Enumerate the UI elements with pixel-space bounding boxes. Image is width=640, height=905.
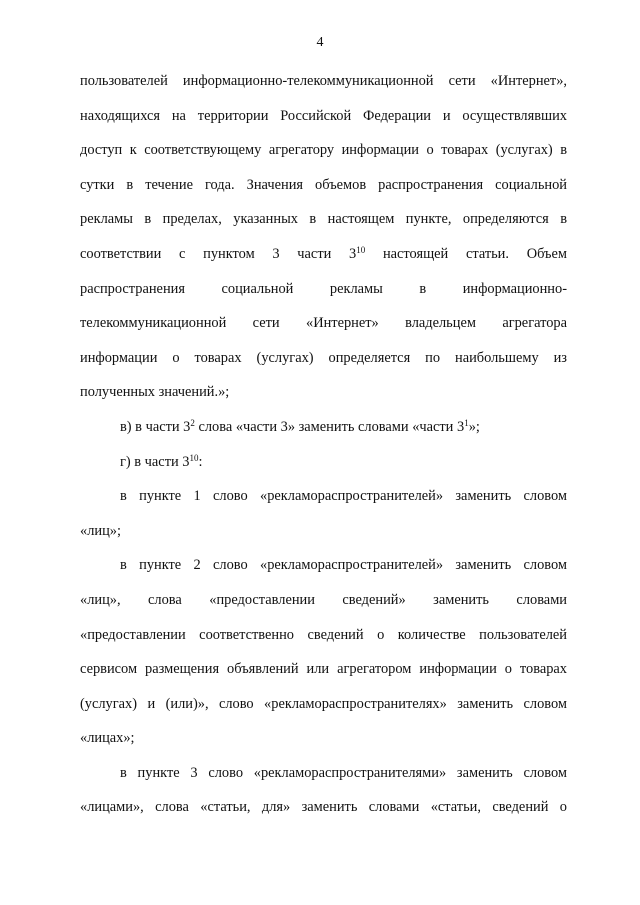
document-body	[80, 71, 567, 832]
superscript: 10	[189, 452, 199, 463]
text-line: в пункте 2 слово «рекламораспространителей» заменить словом	[120, 557, 567, 574]
text-line: «лиц», слова «предоставлении сведений» заменить словами	[80, 591, 567, 608]
text-line: в пункте 1 слово «рекламораспространителей» заменить словом	[120, 488, 567, 505]
text-line: телекоммуникационной сети «Интернет» владельцем агрегатора	[80, 315, 567, 332]
text-segment: слова «части 3» заменить словами «части 3	[194, 418, 465, 435]
paragraph	[80, 71, 567, 417]
text-segment: »;	[468, 418, 480, 435]
text-line: полученных значений.»;	[80, 384, 230, 401]
page-number: 4	[316, 35, 324, 50]
text-line: сутки в течение года. Значения объемов распространения социальной	[80, 176, 567, 193]
text-line: «лицами», слова «статьи, для» заменить словами «статьи, сведений о	[80, 799, 567, 816]
text-line: распространения социальной рекламы в информационно-	[80, 280, 567, 297]
text-segment: в) в части 3	[120, 418, 191, 435]
text-segment: настоящей статьи. Объем	[365, 245, 567, 262]
text-segment: соответствии с пунктом 3 части 3	[80, 245, 357, 262]
text-line	[80, 417, 567, 452]
text-line: (услугах) и (или)», слово «рекламораспространителях» заменить словом	[80, 695, 567, 712]
paragraph	[80, 452, 567, 487]
text-line: доступ к соответствующему агрегатору информации о товарах (услугах) в	[80, 142, 567, 159]
text-line: в пункте 3 слово «рекламораспространителями» заменить словом	[120, 764, 567, 781]
text-line: рекламы в пределах, указанных в настоящем пункте, определяются в	[80, 211, 567, 228]
text-line: «предоставлении соответственно сведений о количестве пользователей	[80, 626, 567, 643]
superscript: 10	[356, 244, 366, 255]
paragraph	[80, 417, 567, 452]
text-line: информации о товарах (услугах) определяется по наибольшему из	[80, 349, 567, 366]
text-line: «лиц»;	[80, 522, 121, 539]
text-segment: :	[198, 453, 203, 470]
paragraph	[80, 555, 567, 763]
text-line: пользователей информационно-телекоммуникационной сети «Интернет»,	[80, 73, 567, 89]
text-line: «лицах»;	[80, 730, 135, 747]
superscript: 1	[464, 417, 469, 428]
text-line	[80, 452, 567, 487]
text-line	[80, 244, 567, 279]
text-segment: г) в части 3	[120, 453, 190, 470]
superscript: 2	[190, 417, 195, 428]
text-line: сервисом размещения объявлений или агрегатором информации о товарах	[80, 661, 567, 678]
text-line: находящихся на территории Российской Федерации и осуществлявших	[80, 107, 567, 124]
paragraph	[80, 486, 567, 555]
paragraph	[80, 763, 567, 832]
